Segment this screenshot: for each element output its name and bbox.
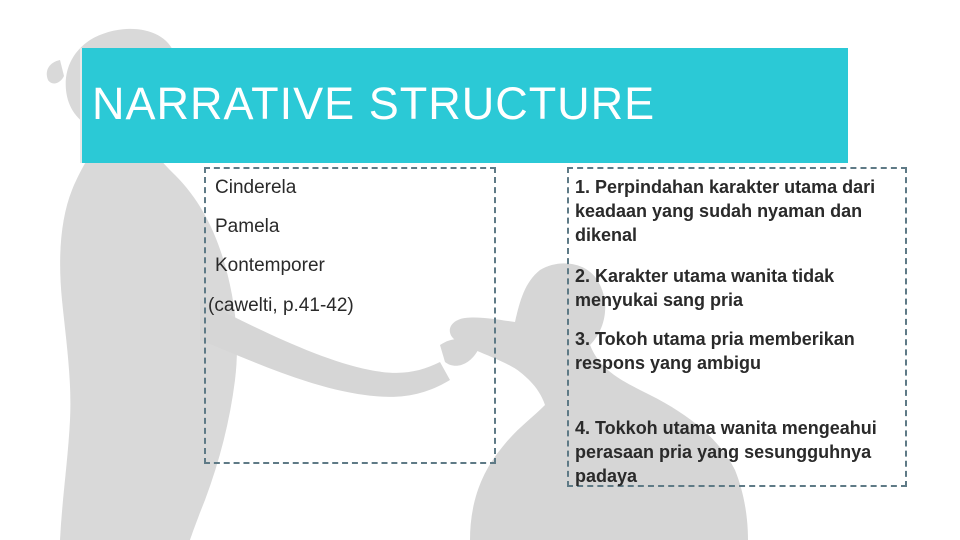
structure-steps-box [567, 167, 907, 487]
list-item: Kontemporer [215, 255, 325, 276]
page-title: NARRATIVE STRUCTURE [92, 78, 656, 129]
list-item: 1. Perpindahan karakter utama dari keadaan yang sudah nyaman dan dikenal [575, 177, 876, 245]
citation: (cawelti, p.41-42) [208, 295, 354, 316]
list-item: 3. Tokoh utama pria memberikan respons yang ambigu [575, 329, 855, 373]
list-item: 4. Tokkoh utama wanita mengeahui perasaan pria yang sesungguhnya padaya [575, 418, 877, 486]
subgenre-list-box [204, 167, 496, 464]
title-bar [80, 48, 848, 163]
list-item: 2. Karakter utama wanita tidak menyukai sang pria [575, 266, 835, 310]
list-item: Cinderela [215, 177, 297, 198]
list-item: Pamela [215, 216, 280, 237]
